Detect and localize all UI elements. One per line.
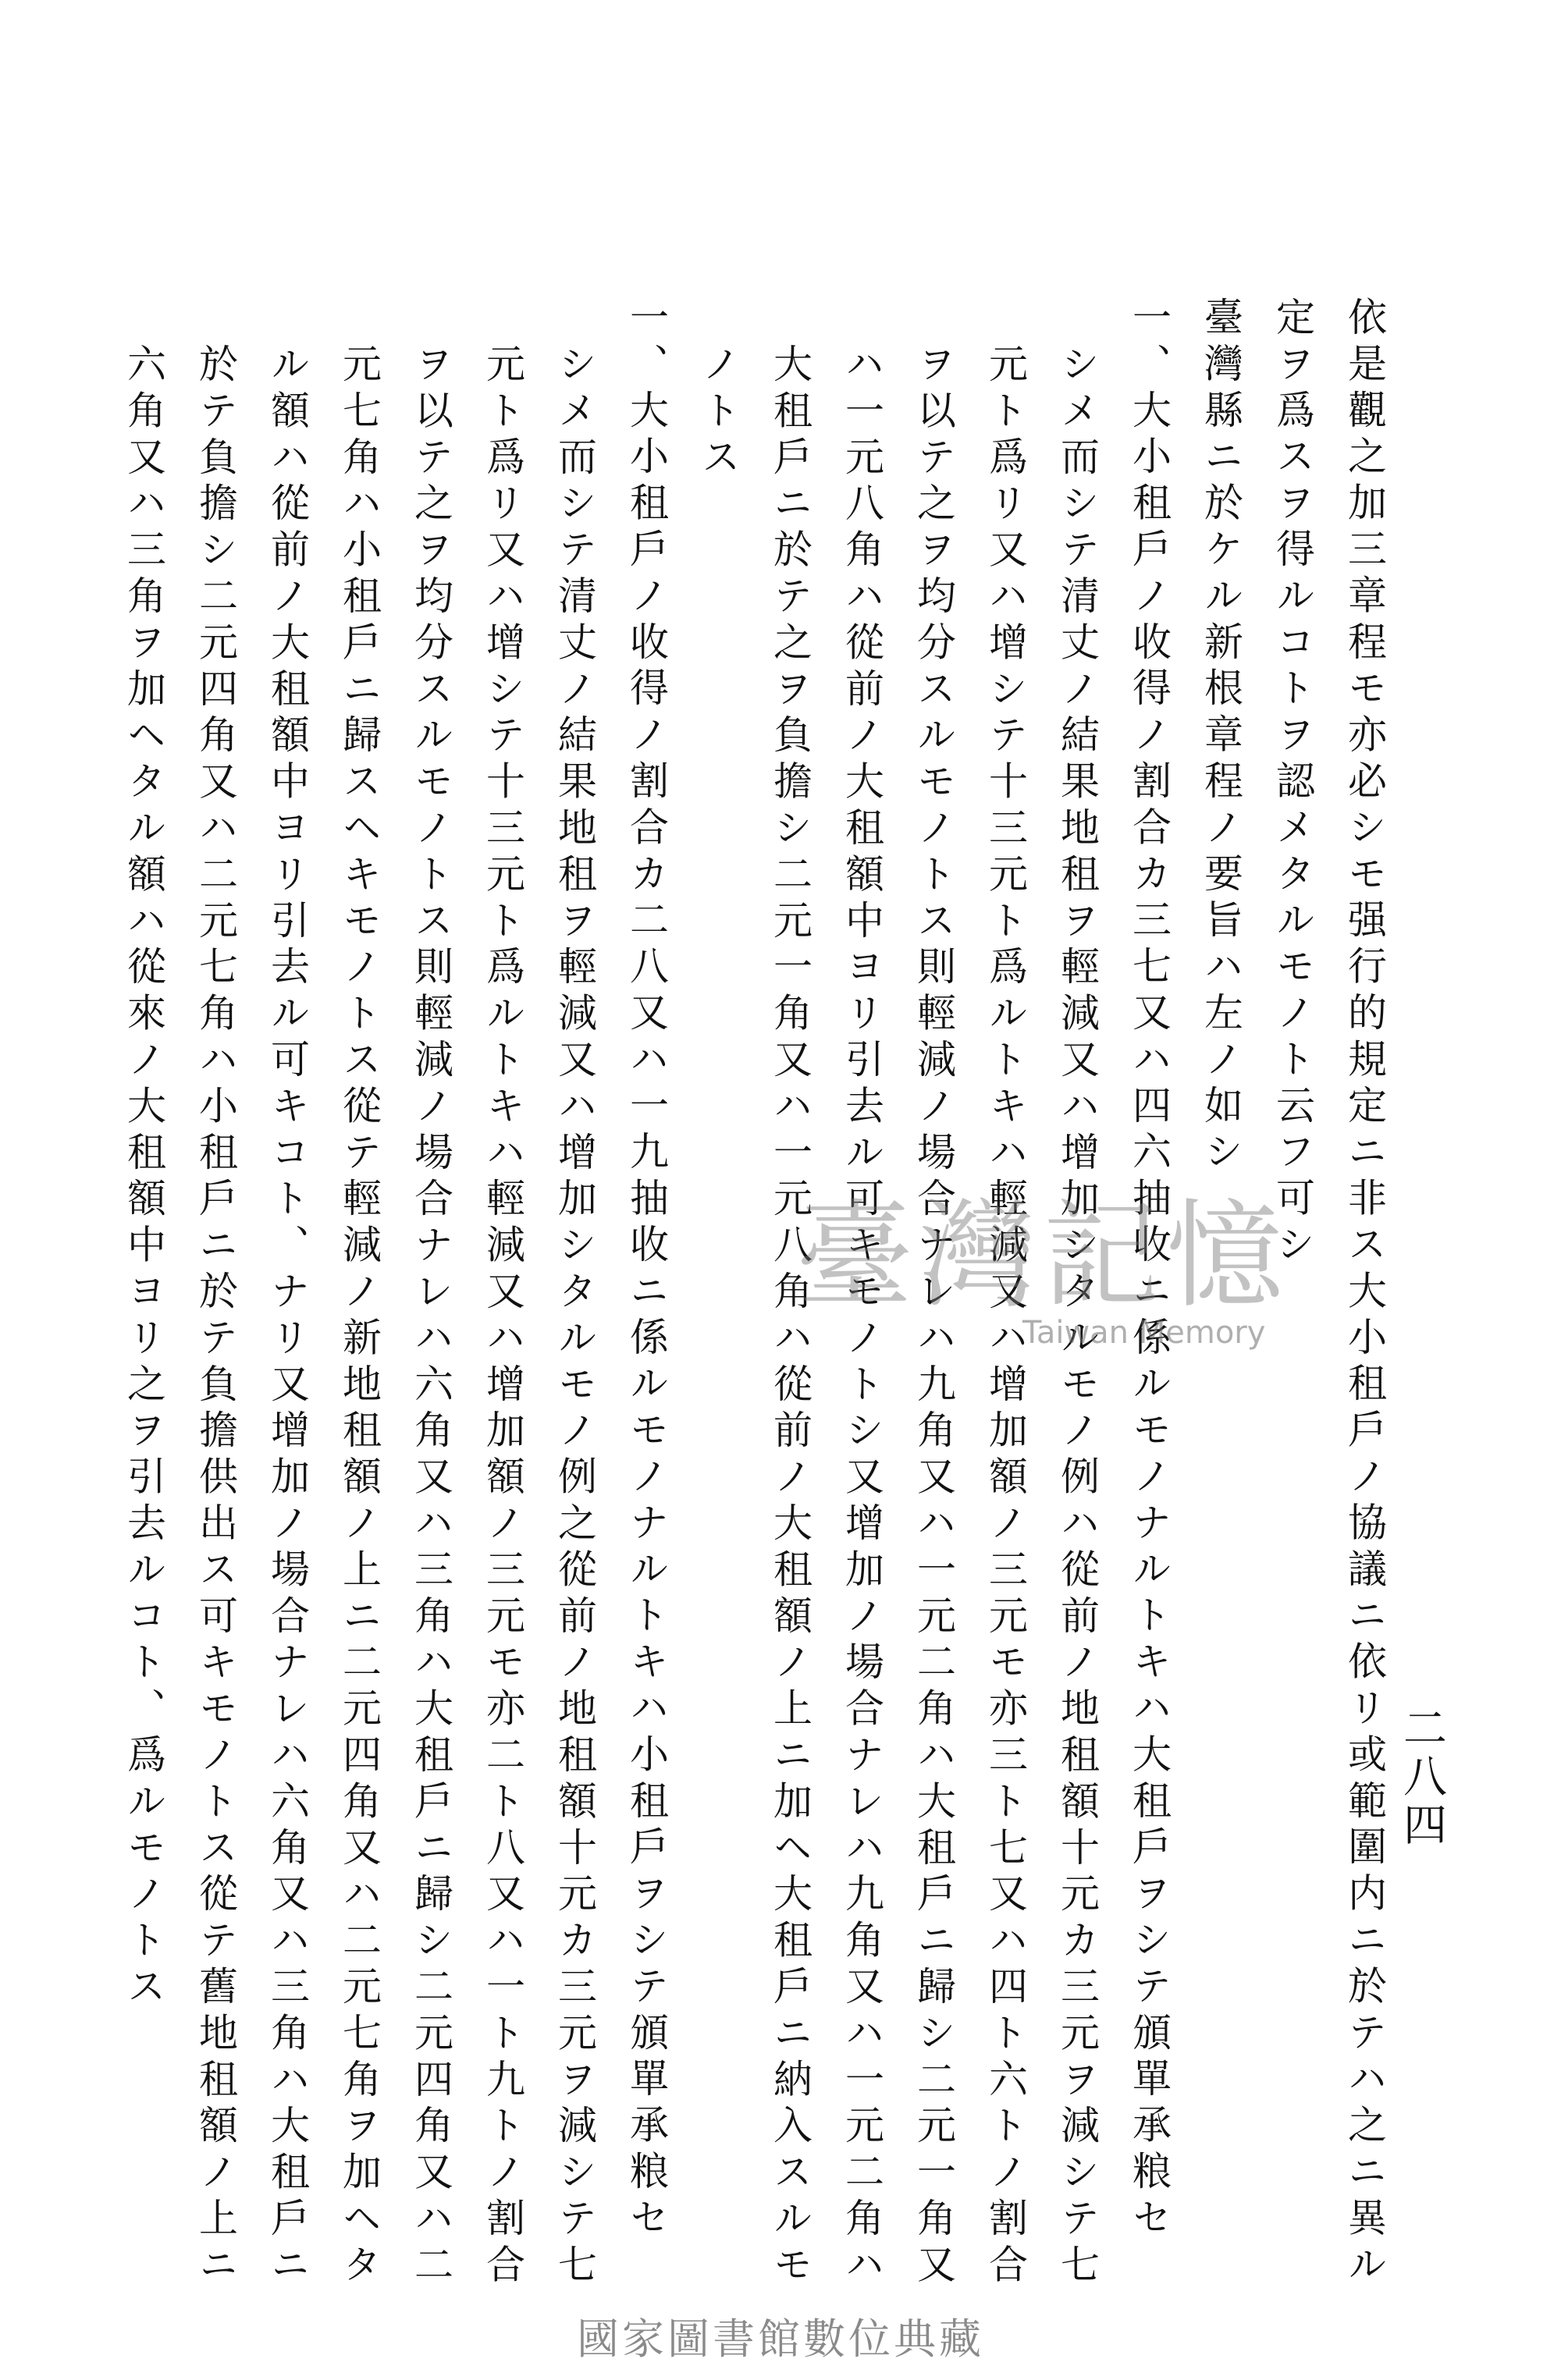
text-column-13: 元ト爲リ又ハ增シテ十三元ト爲ルトキハ輕減又ハ增加額ノ三元モ亦二ト八又ハ一ト九トノ割合 [480,343,525,2290]
text-column-2: 定ヲ爲スヲ得ルコトヲ認メタルモノト云フ可シ [1270,297,1315,1270]
watermark-latin-text: Taiwan Memory [1022,1315,1266,1351]
text-column-3: 臺灣縣ニ於ケル新根章程ノ要旨ハ左ノ如シ [1198,297,1243,1178]
text-column-17: 於テ負擔シ二元四角又ハ二元七角ハ小租戶ニ於テ負擔供出ス可キモノトス從テ舊地租額ノ上ニ [193,343,238,2290]
footer-caption: 國家圖書館數位典藏 [577,2314,984,2364]
text-column-15: 元七角ハ小租戶ニ歸スヘキモノトス從テ輕減ノ新地租額ノ上ニ二元四角又ハ二元七角ヲ加ヘタ [336,343,382,2290]
text-column-12: シメ而シテ清丈ノ結果地租ヲ輕減又ハ增加シタルモノ例之從前ノ地租額十元カ三元ヲ減シテ七 [552,343,597,2290]
text-column-8: ハ一元八角ハ從前ノ大租額中ヨリ引去ル可キモノトシ又增加ノ場合ナレハ九角又ハ一元二角ハ [839,343,884,2290]
text-column-18: 六角又ハ三角ヲ加ヘタル額ハ從來ノ大租額中ヨリ之ヲ引去ルコト、爲ルモノトス [121,343,166,2012]
text-column-5: シメ而シテ清丈ノ結果地租ヲ輕減又ハ增加シタルモノ例ハ從前ノ地租額十元カ三元ヲ減シテ七 [1054,343,1100,2290]
text-column-16: ル額ハ從前ノ大租額中ヨリ引去ル可キコト、ナリ又增加ノ場合ナレハ六角又ハ三角ハ大租戶ニ [265,343,310,2290]
text-column-9: 大租戶ニ於テ之ヲ負擔シ二元一角又ハ一元八角ハ從前ノ大租額ノ上ニ加ヘ大租戶ニ納入スルモ [767,343,813,2290]
text-column-4: 一、大小租戶ノ收得ノ割合カ三七又ハ四六抽收ニ係ルモノナルトキハ大租戶ヲシテ頒單承粮セ [1126,297,1172,2243]
text-column-1: 依是觀之加三章程モ亦必シモ强行的規定ニ非ス大小租戶ノ協議ニ依リ或範圍内ニ於テハ之ニ異ル [1342,297,1387,2290]
page-number: 二八四 [1396,1705,1447,1850]
text-column-14: ヲ以テ之ヲ均分スルモノトス則輕減ノ場合ナレハ六角又ハ三角ハ大租戶ニ歸シ二元四角又ハ二 [408,343,453,2290]
text-column-10: ノトス [695,343,741,483]
watermark-logo-text: 臺灣記憶 [796,1188,1290,1324]
text-column-7: ヲ以テ之ヲ均分スルモノトス則輕減ノ場合ナレハ九角又ハ一元二角ハ大租戶ニ歸シ二元一角又 [911,343,956,2290]
text-column-11: 一、大小租戶ノ收得ノ割合カ二八又ハ一九抽收ニ係ルモノナルトキハ小租戶ヲシテ頒單承粮セ [624,297,669,2243]
text-column-6: 元ト爲リ又ハ增シテ十三元ト爲ルトキハ輕減又ハ增加額ノ三元モ亦三ト七又ハ四ト六トノ割合 [983,343,1028,2290]
